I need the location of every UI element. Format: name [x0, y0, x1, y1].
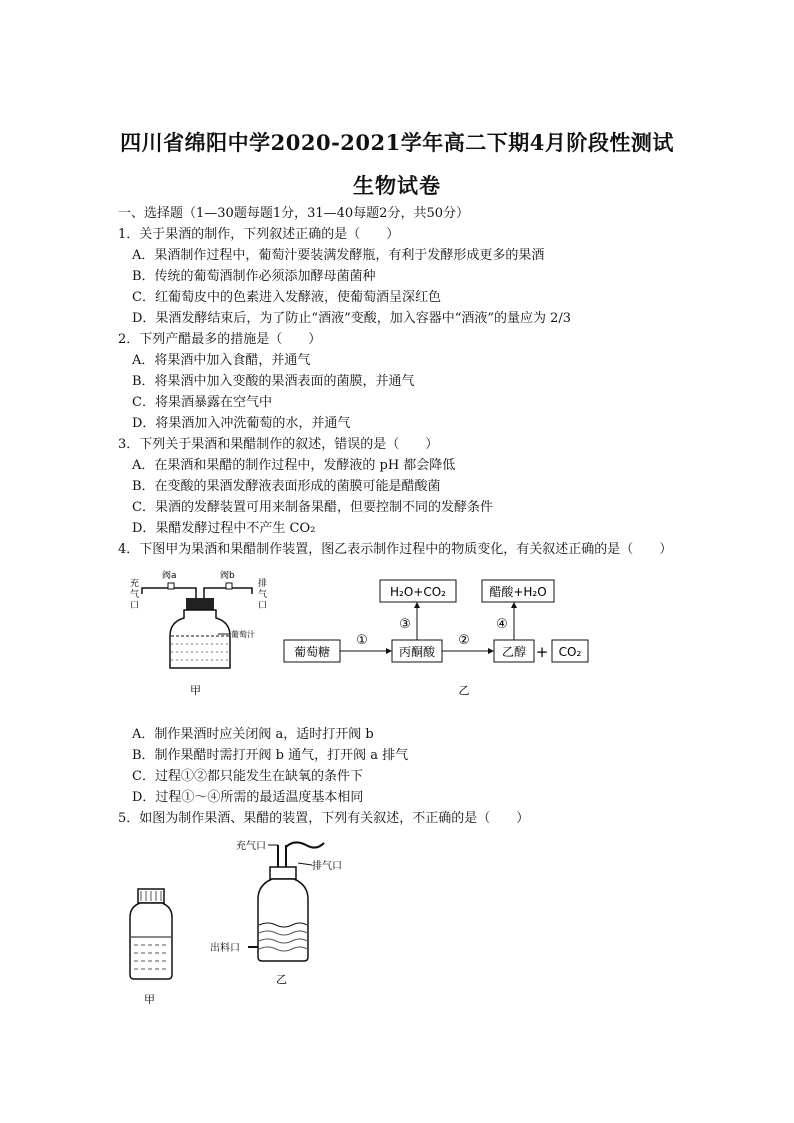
- bottle-jia: [130, 889, 172, 1006]
- valve-a: [168, 583, 174, 589]
- discharge-label: 出料口: [210, 943, 240, 954]
- fermentation-diagram: [118, 564, 698, 724]
- question-1-option-a: A．果酒制作过程中，葡萄汁要装满发酵瓶，有利于发酵形成更多的果酒: [132, 248, 545, 263]
- box-glucose-text: 葡萄糖: [293, 645, 331, 659]
- caption-yi-2: 乙: [276, 973, 287, 986]
- question-2-option-d: D．将果酒加入冲洗葡萄的水，并通气: [132, 416, 351, 431]
- question-3-stem: 3．下列关于果酒和果醋制作的叙述，错误的是（ ）: [118, 437, 439, 452]
- question-5-figure: [118, 833, 698, 1013]
- bottle-jia-body: [130, 903, 172, 979]
- question-2-option-b: B．将果酒中加入变酸的果酒表面的菌膜，并通气: [132, 374, 415, 389]
- inlet-label-2: 气: [130, 590, 140, 600]
- outlet-label-1: 排: [258, 579, 268, 589]
- box-acetic-text: 醋酸+H₂O: [489, 585, 547, 599]
- bottle-stopper: [186, 598, 214, 610]
- caption-jia: 甲: [190, 684, 201, 697]
- question-1-option-c: C．红葡萄皮中的色素进入发酵液，使葡萄酒呈深红色: [132, 290, 441, 305]
- bottle-body: [170, 610, 230, 668]
- page-title: 四川省绵阳中学2020-2021学年高二下期4月阶段性测试: [120, 130, 674, 155]
- apparatus-jia: [130, 569, 267, 697]
- question-4-stem: 4．下图甲为果酒和果醋制作装置，图乙表示制作过程中的物质变化，有关叙述正确的是（ ）: [118, 542, 673, 557]
- inlet-label-3: 口: [130, 601, 140, 611]
- step-4: ④: [496, 617, 508, 632]
- question-4-option-c: C．过程①②都只能发生在缺氧的条件下: [132, 769, 363, 784]
- question-2-option-a: A．将果酒中加入食醋，并通气: [132, 353, 311, 368]
- bottle-yi-body: [258, 879, 308, 961]
- inlet-label: 充气口: [236, 841, 266, 852]
- box-co2-text: CO₂: [558, 645, 582, 659]
- box-pyruvate-text: 丙酮酸: [398, 645, 436, 659]
- question-4-option-d: D．过程①～④所需的最适温度基本相同: [132, 790, 364, 805]
- valve-b-label: 阀b: [220, 571, 235, 581]
- outlet-label-2: 气: [258, 590, 268, 600]
- inlet-label-1: 充: [130, 579, 140, 589]
- question-3-option-c: C．果酒的发酵装置可用来制备果醋，但要控制不同的发酵条件: [132, 500, 493, 515]
- bottle-yi: [210, 839, 342, 986]
- valve-b: [226, 583, 232, 589]
- plus-sign: +: [535, 643, 549, 661]
- question-3-option-b: B．在变酸的果酒发酵液表面形成的菌膜可能是醋酸菌: [132, 479, 441, 494]
- question-3-option-a: A．在果酒和果醋的制作过程中，发酵液的 pH 都会降低: [132, 458, 456, 473]
- question-1-option-d: D．果酒发酵结束后，为了防止“酒液”变酸，加入容器中“酒液”的量应为 2/3: [132, 311, 572, 326]
- outlet-label-3: 口: [258, 601, 268, 611]
- step-3: ③: [399, 617, 411, 632]
- pathway-yi: [284, 580, 588, 697]
- juice-label: 葡萄汁: [231, 630, 255, 639]
- section-heading: 一、选择题（1—30题每题1分，31—40每题2分，共50分）: [118, 206, 469, 221]
- question-2-stem: 2．下列产醋最多的措施是（ ）: [118, 332, 322, 347]
- caption-jia-2: 甲: [144, 993, 155, 1006]
- question-5-stem: 5．如图为制作果酒、果醋的装置，下列有关叙述，不正确的是（ ）: [118, 811, 530, 826]
- question-4-figure: [118, 564, 698, 724]
- question-2-option-c: C．将果酒暴露在空气中: [132, 395, 272, 410]
- question-4-option-b: B．制作果醋时需打开阀 b 通气，打开阀 a 排气: [132, 748, 409, 763]
- valve-a-label: 阀a: [162, 571, 177, 581]
- step-2: ②: [458, 633, 470, 648]
- question-3-option-d: D．果醋发酵过程中不产生 CO₂: [132, 521, 316, 536]
- box-ethanol-text: 乙醇: [501, 645, 527, 659]
- step-1: ①: [356, 633, 368, 648]
- fermentation-bottles-diagram: [118, 833, 698, 1013]
- caption-yi: 乙: [458, 684, 470, 697]
- bottle-yi-stopper: [270, 867, 296, 879]
- box-h2o-co2-text: H₂O+CO₂: [390, 585, 446, 599]
- question-content: [118, 203, 698, 1013]
- question-4-option-a: A．制作果酒时应关闭阀 a，适时打开阀 b: [132, 727, 374, 742]
- outlet-label: 排气口: [312, 861, 342, 872]
- page-subtitle: 生物试卷: [353, 173, 441, 198]
- question-1-option-b: B．传统的葡萄酒制作必须添加酵母菌菌种: [132, 269, 376, 284]
- question-1-stem: 1．关于果酒的制作，下列叙述正确的是（ ）: [118, 227, 400, 242]
- outlet-hose: [286, 842, 324, 847]
